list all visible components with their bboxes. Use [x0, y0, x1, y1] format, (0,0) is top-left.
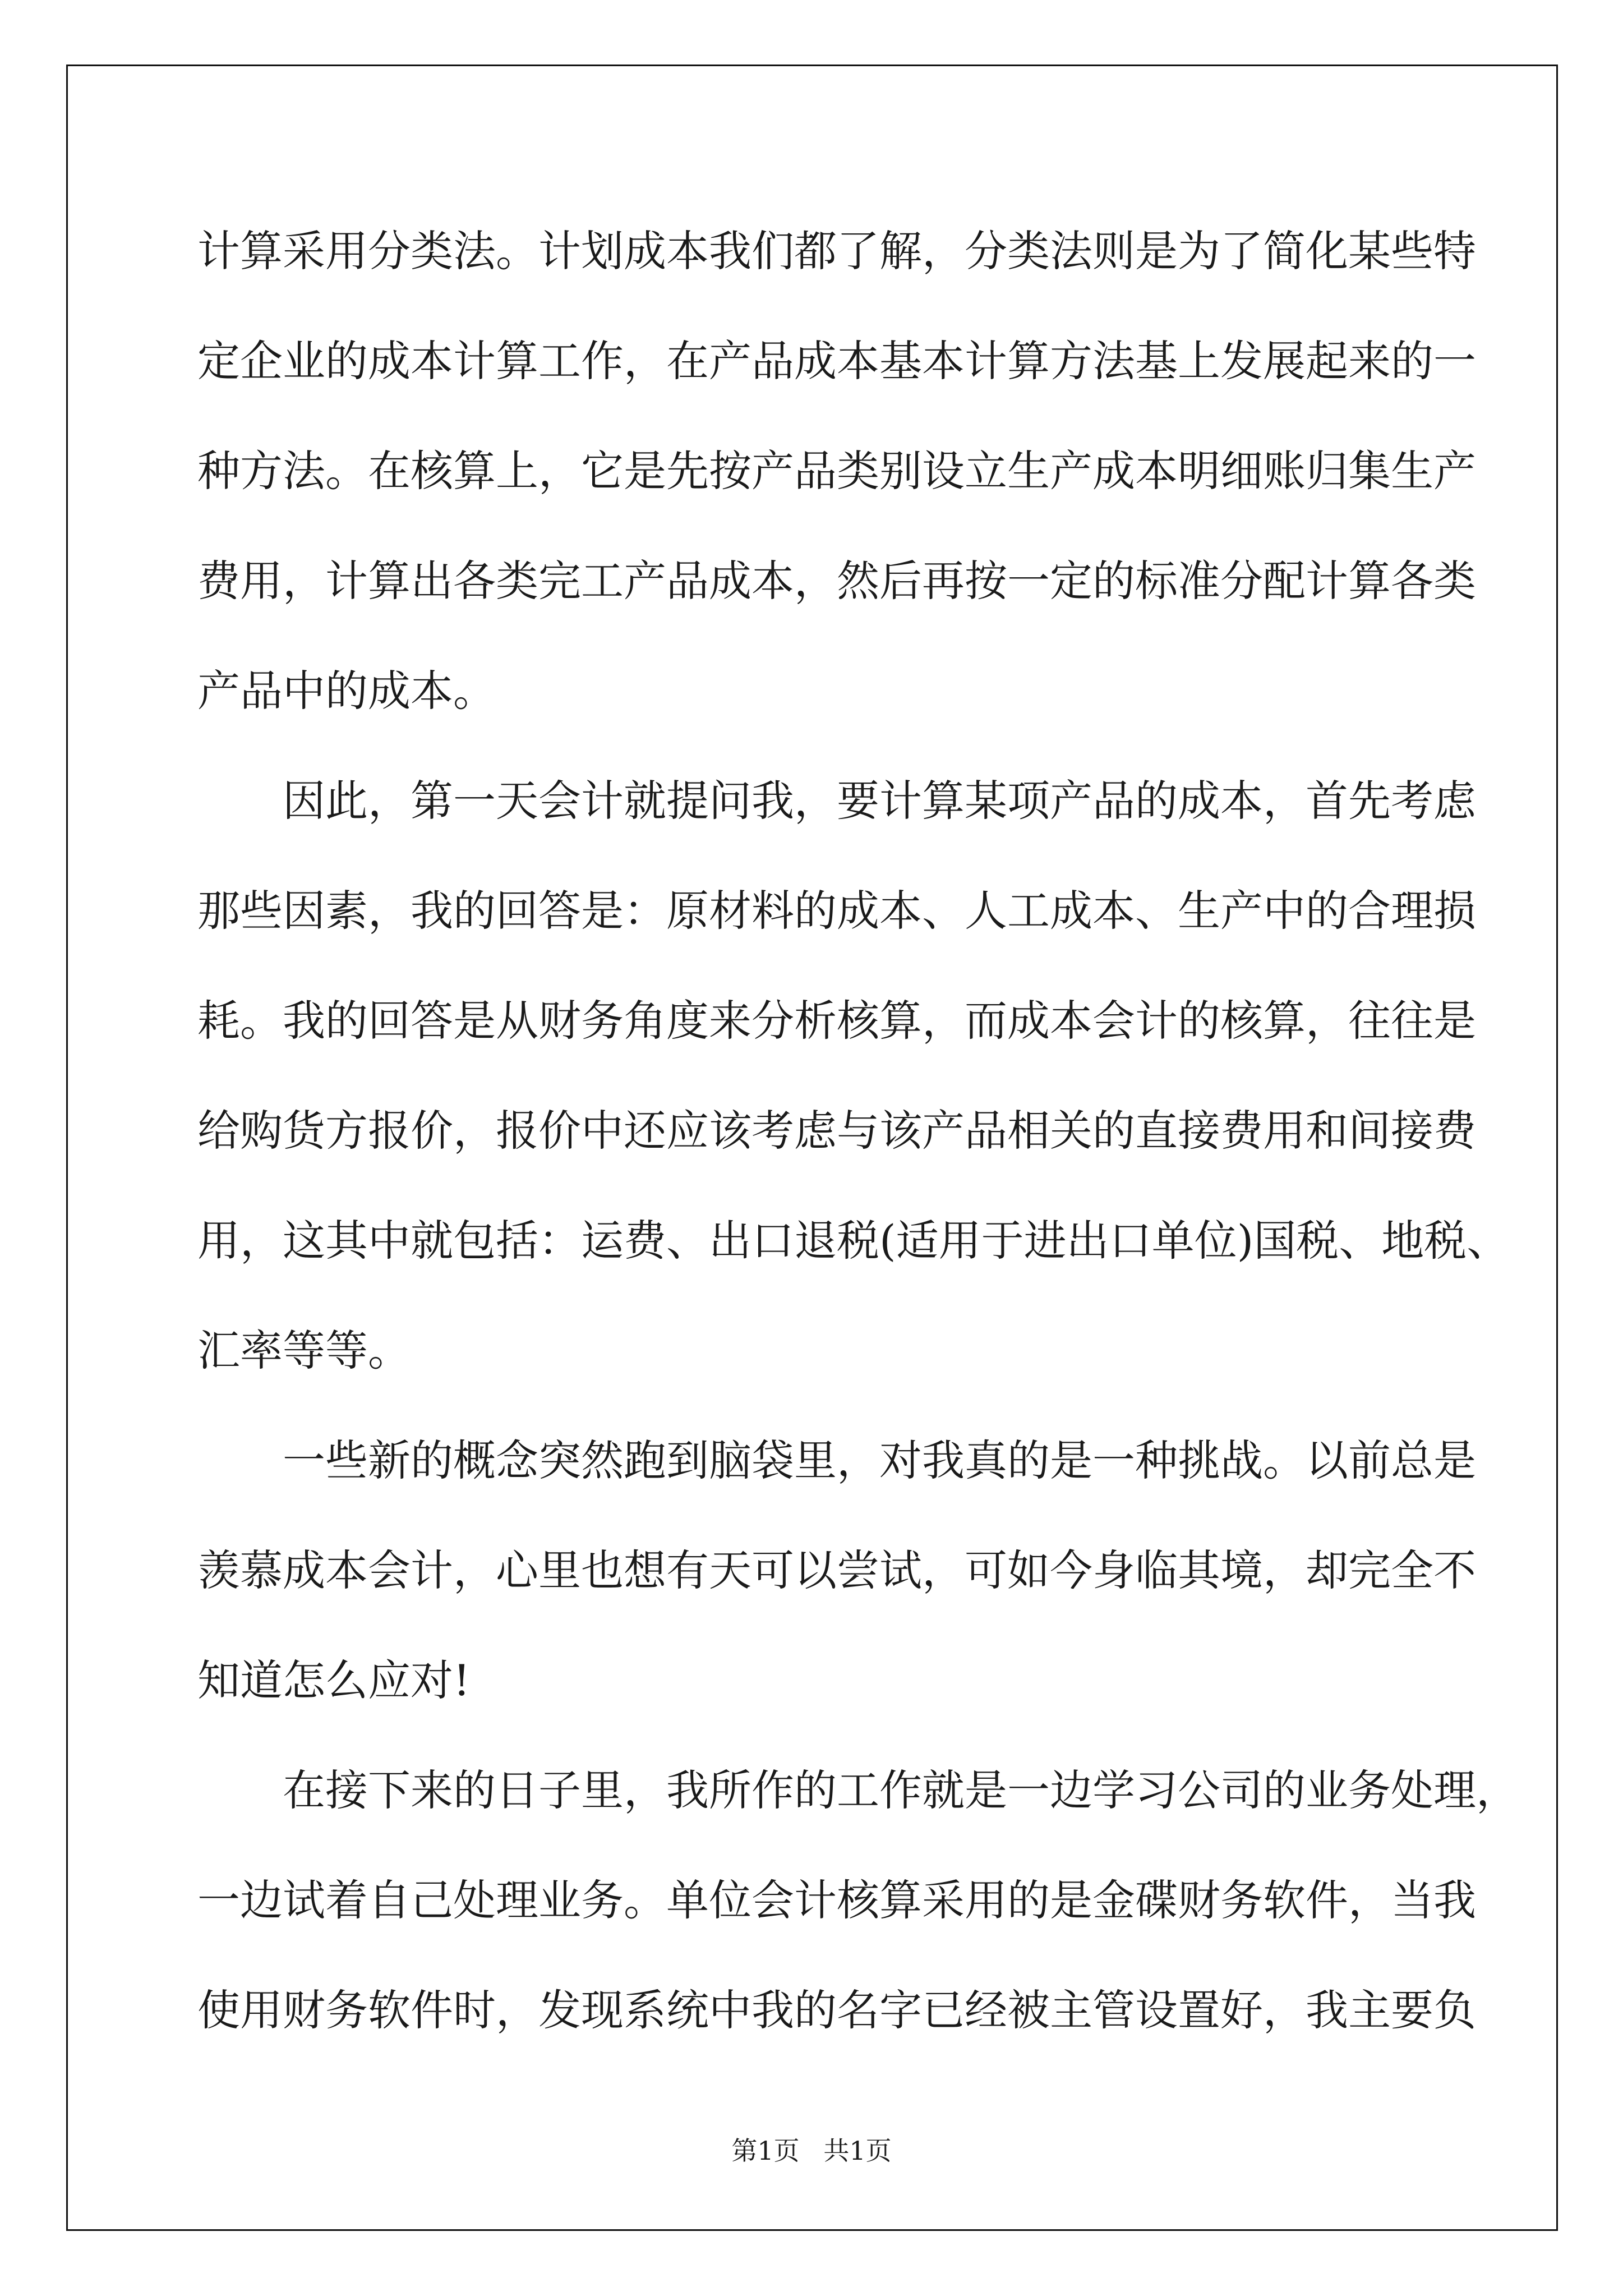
- text-line: 给购货方报价，报价中还应该考虑与该产品相关的直接费用和间接费: [197, 1106, 1476, 1156]
- page-footer: [0, 2131, 1623, 2168]
- text-line: 羡慕成本会计，心里也想有天可以尝试，可如今身临其境，却完全不: [197, 1545, 1476, 1595]
- text-line: 在接下来的日子里，我所作的工作就是一边学习公司的业务处理，: [197, 1765, 1519, 1815]
- text-line: 汇率等等。: [197, 1326, 411, 1375]
- text-line: 种方法。在核算上，它是先按产品类别设立生产成本明细账归集生产: [197, 446, 1476, 496]
- text-line: 用，这其中就包括：运费、出口退税(适用于进出口单位)国税、地税、: [197, 1216, 1510, 1266]
- page-total: 共1页: [823, 2136, 892, 2166]
- text-line: 计算采用分类法。计划成本我们都了解，分类法则是为了简化某些特: [197, 226, 1476, 276]
- text-line: 一些新的概念突然跑到脑袋里，对我真的是一种挑战。以前总是: [197, 1435, 1476, 1485]
- text-line: 知道怎么应对!: [197, 1655, 471, 1705]
- text-line: 使用财务软件时，发现系统中我的名字已经被主管设置好，我主要负: [197, 1985, 1476, 2035]
- text-line: 耗。我的回答是从财务角度来分析核算，而成本会计的核算，往往是: [197, 996, 1476, 1046]
- text-line: 因此，第一天会计就提问我，要计算某项产品的成本，首先考虑: [197, 776, 1476, 826]
- text-line: 那些因素，我的回答是：原材料的成本、人工成本、生产中的合理损: [197, 886, 1476, 936]
- text-line: 定企业的成本计算工作，在产品成本基本计算方法基上发展起来的一: [197, 336, 1476, 386]
- text-line: 一边试着自己处理业务。单位会计核算采用的是金碟财务软件，当我: [197, 1875, 1476, 1925]
- page-number: 第1页: [731, 2136, 800, 2166]
- text-line: 费用，计算出各类完工产品成本，然后再按一定的标准分配计算各类: [197, 556, 1476, 606]
- document-body: [197, 196, 1519, 2065]
- text-line: 产品中的成本。: [197, 666, 496, 716]
